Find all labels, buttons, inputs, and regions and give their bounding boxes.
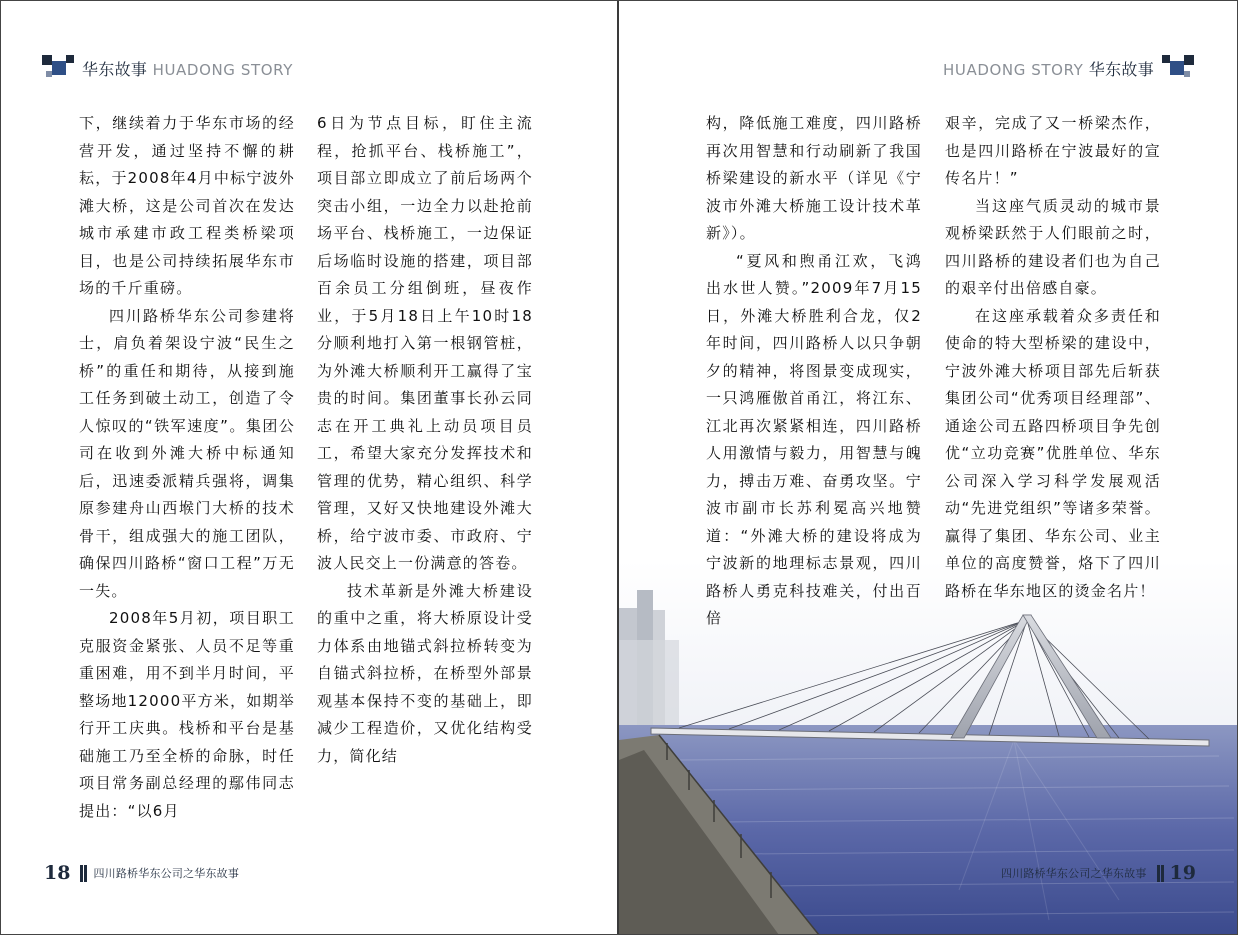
paragraph: 技术革新是外滩大桥建设的重中之重，将大桥原设计受力体系由地锚式斜拉桥转变为自锚式斜拉桥，在桥型外部景观基本保持不变的基础上，即减少工程造价，又优化结构受力，简化结 xyxy=(317,581,533,765)
paragraph: 2008年5月初，项目职工克服资金紧张、人员不足等重重困难，用不到半月时间，平整场地12000平方米，如期举行开工庆典。栈桥和平台是基础施工乃至全桥的命脉，时任项目常务副总经理的鄢伟同志提出：“以6月 xyxy=(79,609,295,820)
left-page xyxy=(0,0,618,935)
footer-publication-title: 四川路桥华东公司之华东故事 xyxy=(1000,867,1147,880)
section-title-cn: 华东故事 xyxy=(1088,59,1154,79)
section-title xyxy=(82,57,293,80)
right-page-column-2 xyxy=(945,110,1161,605)
section-title-en: HUADONG STORY xyxy=(152,60,293,79)
stacked-squares-logo-icon xyxy=(42,53,76,83)
right-page-column-1 xyxy=(706,110,922,633)
paragraph: 四川路桥华东公司参建将士，肩负着架设宁波“民生之桥”的重任和期待，从接到施工任务到破土动工，创造了令人惊叹的“铁军速度”。集团公司在收到外滩大桥中标通知后，迅速委派精兵强将，调集原参建舟山西堠门大桥的技术骨干，组成强大的施工团队，确保四川路桥“窗口工程”万无一失。 xyxy=(79,306,295,600)
footer-divider xyxy=(80,865,83,882)
page-number: 19 xyxy=(1169,862,1196,884)
paragraph: 6日为节点目标，盯住主流程，抢抓平台、栈桥施工”，项目部立即成立了前后场两个突击小组，一边全力以赴抢前场平台、栈桥施工，一边保证后场临时设施的搭建，项目部百余员工分组倒班，昼夜作业，于5月18日上午10时18分顺利地打入第一根钢管桩，为外滩大桥顺利开工赢得了宝贵的时间。集团董事长孙云同志在开工典礼上动员项目员工，希望大家充分发挥技术和管理的优势，精心组织、科学管理，又好又快地建设外滩大桥，给宁波市委、市政府、宁波人民交上一份满意的答卷。 xyxy=(317,114,533,572)
paragraph: “夏风和煦甬江欢，飞鸿出水世人赞。”2009年7月15日，外滩大桥胜利合龙，仅2年时间，四川路桥人以只争朝夕的精神，将图景变成现实，一只鸿雁傲首甬江，将江东、江北再次紧紧相连，四川路桥人用激情与毅力，用智慧与魄力，搏击万难、奋勇攻坚。宁波市副市长苏利冕高兴地赞道：“外滩大桥的建设将成为宁波新的地理标志景观，四川路桥人勇克科技难关，付出百倍 xyxy=(706,251,922,627)
paragraph: 构，降低施工难度，四川路桥再次用智慧和行动刷新了我国桥梁建设的新水平（详见《宁波市外滩大桥施工设计技术革新》）。 xyxy=(706,114,922,242)
left-page-header xyxy=(42,50,293,86)
paragraph: 当这座气质灵动的城市景观桥梁跃然于人们眼前之时，四川路桥的建设者们也为自己的艰辛付出倍感自豪。 xyxy=(945,196,1161,297)
right-page xyxy=(619,0,1238,935)
section-title xyxy=(943,57,1154,80)
left-page-footer xyxy=(44,860,239,886)
left-page-column-2 xyxy=(317,110,533,770)
section-title-en: HUADONG STORY xyxy=(943,60,1084,79)
footer-publication-title: 四川路桥华东公司之华东故事 xyxy=(93,867,240,880)
paragraph: 在这座承载着众多责任和使命的特大型桥梁的建设中，宁波外滩大桥项目部先后斩获集团公司“优秀项目经理部”、通途公司五路四桥项目争先创优“立功竞赛”优胜单位、华东公司深入学习科学发展观活动“先进党组织”等诸多荣誉。赢得了集团、华东公司、业主单位的高度赞誉，烙下了四川路桥在华东地区的烫金名片！ xyxy=(945,306,1161,600)
section-title-cn: 华东故事 xyxy=(82,59,148,79)
right-page-footer xyxy=(1001,860,1196,886)
stacked-squares-logo-icon xyxy=(1160,53,1194,83)
paragraph: 艰辛，完成了又一桥梁杰作，也是四川路桥在宁波最好的宣传名片！” xyxy=(945,114,1161,187)
footer-divider xyxy=(1157,865,1160,882)
page-number: 18 xyxy=(44,862,71,884)
paragraph: 下，继续着力于华东市场的经营开发，通过坚持不懈的耕耘，于2008年4月中标宁波外滩大桥，这是公司首次在发达城市承建市政工程类桥梁项目，也是公司持续拓展华东市场的千斤重磅。 xyxy=(79,114,295,297)
right-page-header xyxy=(943,50,1194,86)
left-page-column-1 xyxy=(79,110,295,825)
